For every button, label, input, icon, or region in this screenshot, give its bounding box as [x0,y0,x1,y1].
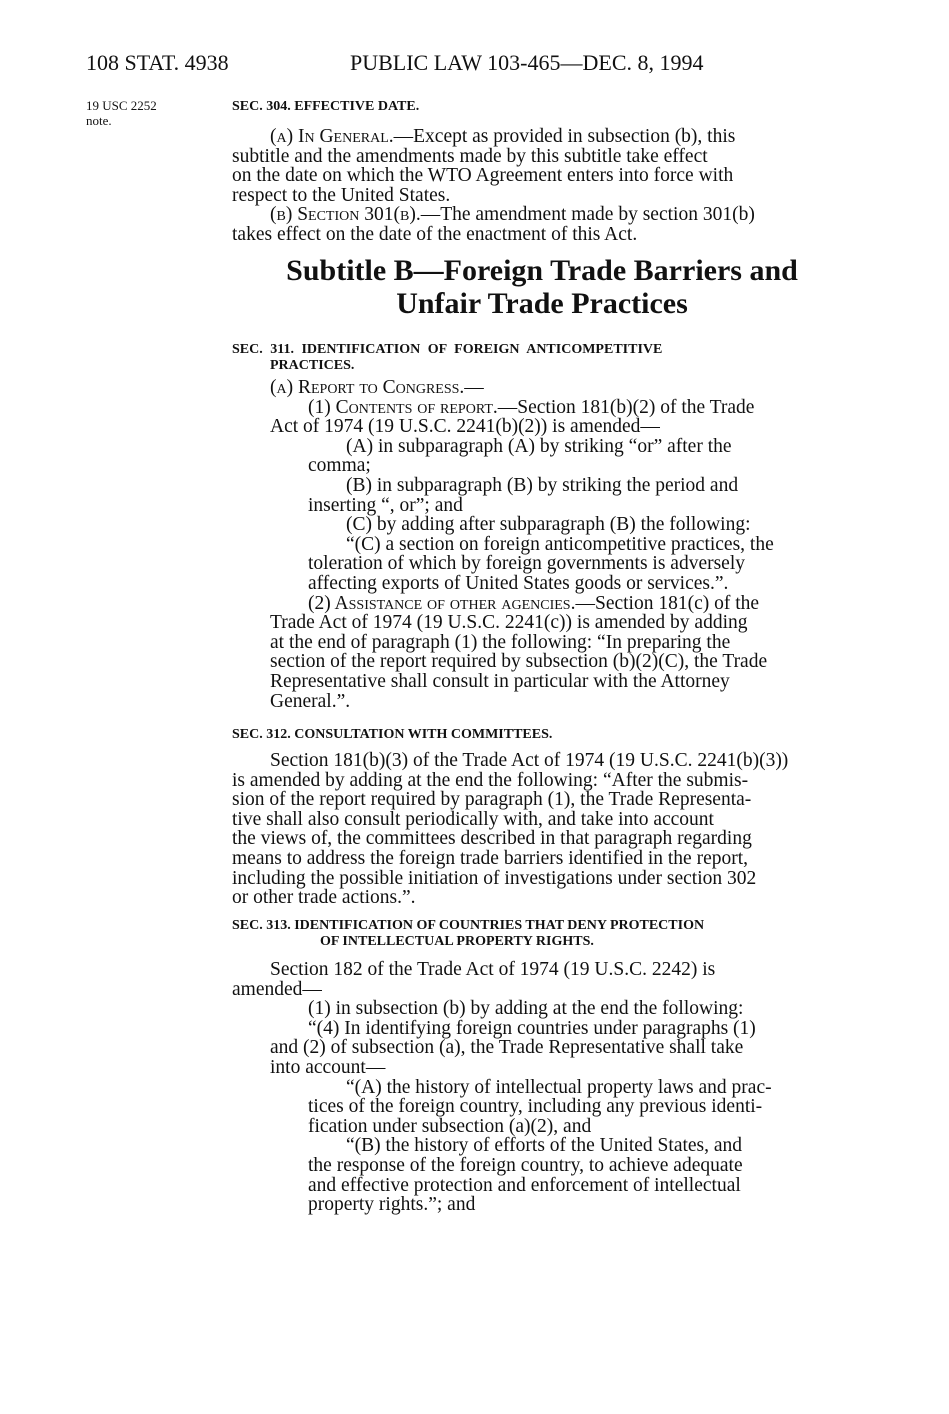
text-line: inserting “, or”; and [308,494,463,516]
text-line: (1) Contents of report.—Section 181(b)(2) of the Trade [308,396,755,418]
text-line: Act of 1974 (19 U.S.C. 2241(b)(2)) is amended— [270,416,660,438]
text-line: tices of the foreign country, including any previous identi- [308,1096,763,1118]
text-line: Section 181(b)(3) of the Trade Act of 1974 (19 U.S.C. 2241(b)(3)) [270,750,789,771]
text-line: “(A) the history of intellectual property laws and prac- [346,1076,772,1098]
text-line: amended— [232,978,322,1000]
paragraph-label: (1) Contents of report. [308,396,498,418]
statute-page-number: 108 STAT. 4938 [86,50,229,75]
margin-citation [86,98,196,128]
text-line: sion of the report required by paragraph (1), the Trade Representa- [232,789,752,811]
section-313 [232,918,852,1215]
text-line: takes effect on the date of the enactment of this Act. [232,223,638,245]
section-heading: SEC. 304. EFFECTIVE DATE. [232,99,420,114]
subtitle-line: Subtitle B—Foreign Trade Barriers and [286,254,798,287]
text-line: or other trade actions.”. [232,887,416,909]
section-heading: SEC. 311. IDENTIFICATION OF FOREIGN ANTICOMPETITIVE [232,342,663,357]
paragraph-label: (2) Assistance of other agencies. [308,592,576,614]
section-311 [232,342,852,711]
text-line: “(4) In identifying foreign countries under paragraphs (1) [308,1017,756,1039]
text-line: fication under subsection (a)(2), and [308,1115,592,1137]
text-line: into account— [270,1056,386,1078]
text-line: including the possible initiation of investigations under section 302 [232,867,757,889]
text-line: “(B) the history of efforts of the United States, and [346,1135,743,1157]
text-line: comma; [308,455,371,477]
subsection-label: (a) In General. [270,126,394,147]
text-line: (1) in subsection (b) by adding at the end the following: [308,998,744,1020]
subtitle-line: Unfair Trade Practices [396,287,688,320]
text-line: on the date on which the WTO Agreement enters into force with [232,165,734,187]
text-line [232,378,852,398]
public-law-heading: PUBLIC LAW 103-465—DEC. 8, 1994 [350,50,704,75]
text-line: and effective protection and enforcement of intellectual [308,1174,741,1196]
text-line: tive shall also consult periodically with, and take into account [232,808,714,830]
section-heading: OF INTELLECTUAL PROPERTY RIGHTS. [320,934,594,949]
margin-citation-line: note. [86,113,112,128]
text-line: respect to the United States. [232,184,451,206]
subsection-label: (b) Section 301(b). [270,204,421,226]
text-line: “(C) a section on foreign anticompetitive practices, the [346,533,774,555]
text-line: means to address the foreign trade barriers identified in the report, [232,847,749,869]
section-312 [232,727,852,908]
text-line: Section 182 of the Trade Act of 1974 (19 U.S.C. 2242) is [270,959,716,980]
text-line: (2) Assistance of other agencies.—Section 181(c) of the [308,592,760,614]
text-line: affecting exports of United States goods or services.”. [308,572,729,594]
text-line: (b) Section 301(b).—The amendment made by section 301(b) [270,204,755,226]
text-line: (B) in subparagraph (B) by striking the period and [346,474,739,496]
text-line: is amended by adding at the end the following: “After the submis- [232,769,749,791]
text-line: the response of the foreign country, to achieve adequate [308,1154,743,1176]
text-line: General.”. [270,690,351,712]
section-heading: PRACTICES. [270,358,355,373]
text-line: section of the report required by subsection (b)(2)(C), the Trade [270,651,768,673]
section-heading: SEC. 313. IDENTIFICATION OF COUNTRIES THAT DENY PROTECTION [232,918,705,933]
text-line: and (2) of subsection (a), the Trade Representative shall take [270,1037,744,1059]
text-line: the views of, the committees described in that paragraph regarding [232,828,752,850]
text-line: Representative shall consult in particular with the Attorney [270,670,730,692]
text-line: (a) In General.—Except as provided in subsection (b), this [270,126,736,147]
text-line: subtitle and the amendments made by this subtitle take effect [232,145,708,167]
subsection-label: (a) Report to Congress.— [270,377,484,398]
subtitle-heading [232,254,852,320]
text-line: at the end of paragraph (1) the following: “In preparing the [270,631,731,653]
text-line: toleration of which by foreign governments is adversely [308,553,746,575]
text-line: property rights.”; and [308,1194,476,1216]
section-304 [232,99,852,245]
text-line: (A) in subparagraph (A) by striking “or” after the [346,435,732,457]
margin-citation-line: 19 USC 2252 [86,98,157,113]
text-line: Trade Act of 1974 (19 U.S.C. 2241(c)) is amended by adding [270,612,748,634]
text-line: (C) by adding after subparagraph (B) the following: [346,514,751,536]
section-heading: SEC. 312. CONSULTATION WITH COMMITTEES. [232,727,553,742]
